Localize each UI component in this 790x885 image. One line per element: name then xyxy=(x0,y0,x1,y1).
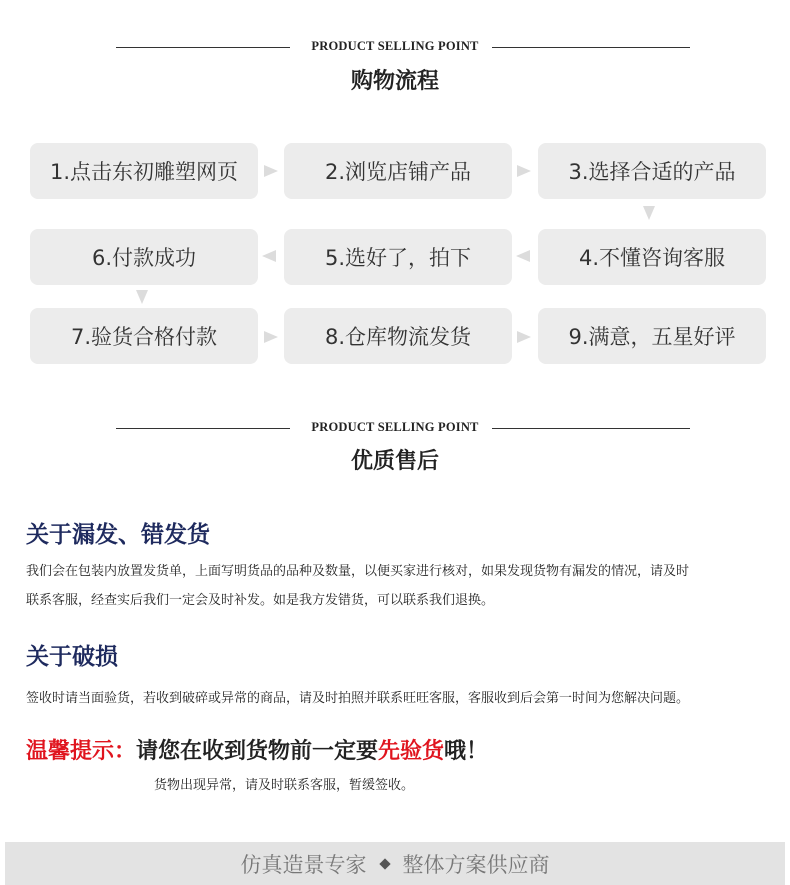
section-title-shopping-process: 购物流程 xyxy=(350,69,439,94)
step-4: 4.不懂咨询客服 xyxy=(538,229,766,285)
arrow-right-icon xyxy=(264,165,278,177)
arrow-left-icon xyxy=(516,250,530,262)
arrow-right-icon xyxy=(517,165,531,177)
arrow-right-icon xyxy=(517,331,531,343)
step-6: 6.付款成功 xyxy=(30,229,258,285)
arrow-right-icon xyxy=(264,331,278,343)
footer-banner xyxy=(5,842,785,885)
arrow-down-icon xyxy=(643,206,655,220)
tip-subtext: 货物出现异常，请及时联系客服，暂缓签收。 xyxy=(154,778,415,793)
footer-left-text: 仿真造景专家 xyxy=(240,852,367,877)
heading-missing-shipment: 关于漏发、错发货 xyxy=(26,522,210,548)
tip-text-end: 哦！ xyxy=(444,739,489,764)
paragraph-damage: 签收时请当面验货，若收到破碎或异常的商品，请及时拍照并联系旺旺客服，客服收到后会第一时间为您解决问题。 xyxy=(26,691,690,706)
step-2: 2.浏览店铺产品 xyxy=(284,143,512,199)
heading-damage: 关于破损 xyxy=(26,644,118,670)
tip-highlight: 先验货 xyxy=(378,739,445,764)
footer-right-text: 整体方案供应商 xyxy=(402,852,550,877)
step-8: 8.仓库物流发货 xyxy=(284,308,512,364)
step-5: 5.选好了，拍下 xyxy=(284,229,512,285)
arrow-down-icon xyxy=(136,290,148,304)
section-subtitle: PRODUCT SELLING POINT xyxy=(311,420,479,434)
step-1: 1.点击东初雕塑网页 xyxy=(30,143,258,199)
diamond-icon xyxy=(379,858,390,869)
tip-text: 请您在收到货物前一定要 xyxy=(136,739,379,764)
section-subtitle: PRODUCT SELLING POINT xyxy=(311,39,479,53)
section-title-after-sales: 优质售后 xyxy=(350,449,439,474)
arrow-left-icon xyxy=(262,250,276,262)
step-7: 7.验货合格付款 xyxy=(30,308,258,364)
step-9: 9.满意，五星好评 xyxy=(538,308,766,364)
paragraph-missing-line2: 联系客服，经查实后我们一定会及时补发。如是我方发错货，可以联系我们退换。 xyxy=(26,593,495,608)
warm-tip xyxy=(26,734,488,765)
paragraph-missing-line1: 我们会在包装内放置发货单，上面写明货品的品种及数量，以便买家进行核对，如果发现货物有漏发的情况，请及时 xyxy=(26,564,690,579)
tip-label: 温馨提示： xyxy=(26,739,137,764)
step-3: 3.选择合适的产品 xyxy=(538,143,766,199)
